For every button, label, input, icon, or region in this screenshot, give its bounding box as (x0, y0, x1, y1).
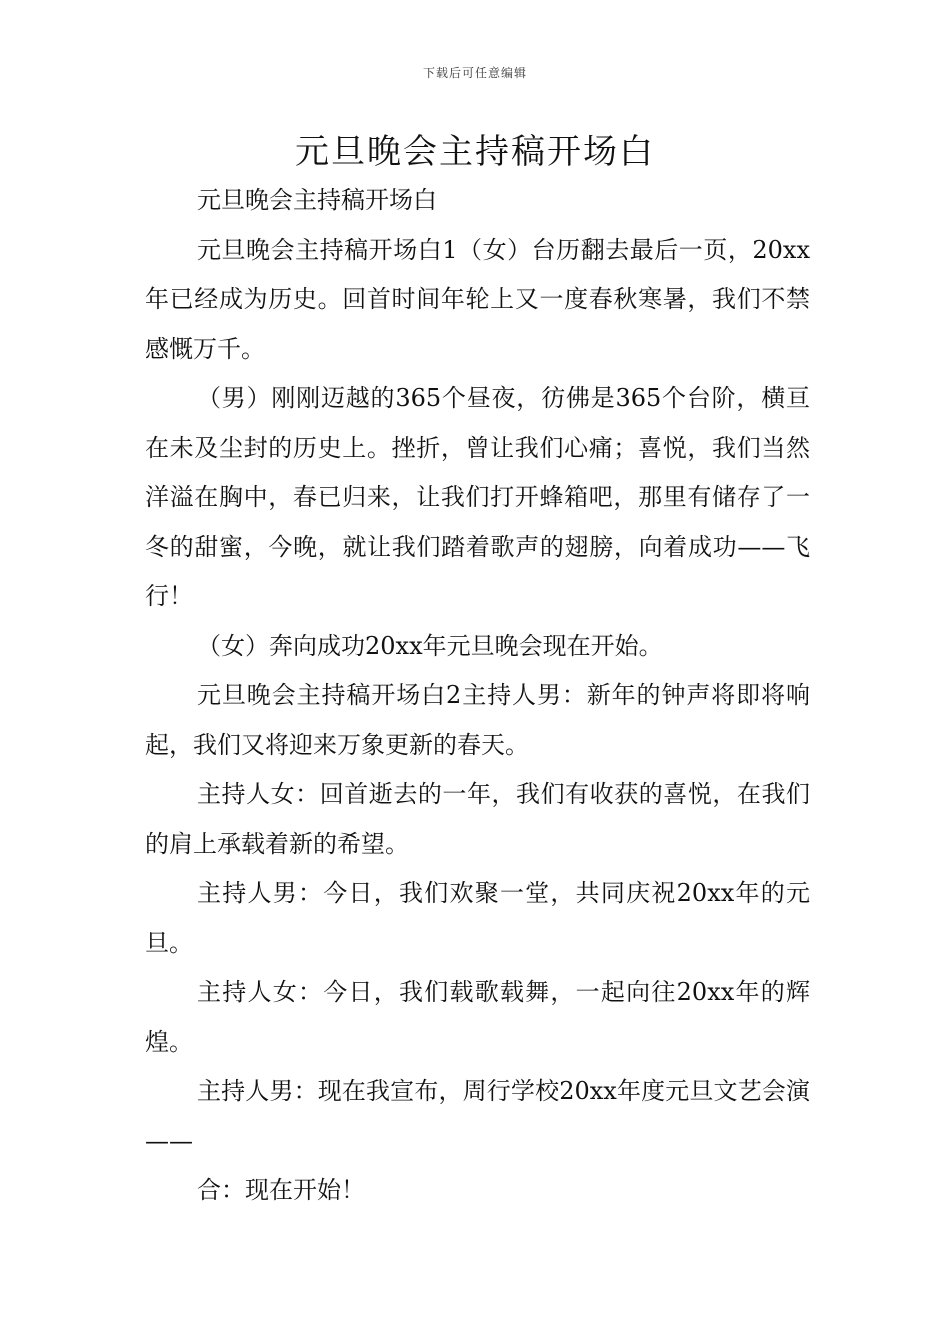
document-body (145, 176, 810, 1216)
paragraph: 元旦晚会主持稿开场白1（女）台历翻去最后一页，20xx年已经成为历史。回首时间年轮上又一度春秋寒暑，我们不禁感慨万千。 (145, 235, 810, 363)
paragraph: 主持人男：现在我宣布，周行学校20xx年度元旦文艺会演—— (145, 1077, 810, 1155)
header-note: 下载后可任意编辑 (422, 66, 527, 80)
paragraph: 主持人女：今日，我们载歌载舞，一起向往20xx年的辉煌。 (145, 978, 810, 1056)
paragraph: 主持人男：今日，我们欢聚一堂，共同庆祝20xx年的元旦。 (145, 879, 810, 957)
paragraph: 主持人女：回首逝去的一年，我们有收获的喜悦，在我们的肩上承载着新的希望。 (145, 780, 810, 858)
paragraph: （男）刚刚迈越的365个昼夜，彷佛是365个台阶，横亘在未及尘封的历史上。挫折，曾让我们心痛；喜悦，我们当然洋溢在胸中，春已归来，让我们打开蜂箱吧，那里有储存了一冬的甜蜜，今晚，就让我们踏着歌声的翅膀，向着成功——飞行！ (145, 384, 810, 610)
document-title: 元旦晚会主持稿开场白 (295, 132, 655, 172)
paragraph: 元旦晚会主持稿开场白2主持人男：新年的钟声将即将响起，我们又将迎来万象更新的春天。 (145, 681, 810, 759)
paragraph: （女）奔向成功20xx年元旦晚会现在开始。 (197, 631, 663, 660)
paragraph: 元旦晚会主持稿开场白 (197, 186, 437, 214)
paragraph: 合：现在开始！ (197, 1176, 365, 1204)
